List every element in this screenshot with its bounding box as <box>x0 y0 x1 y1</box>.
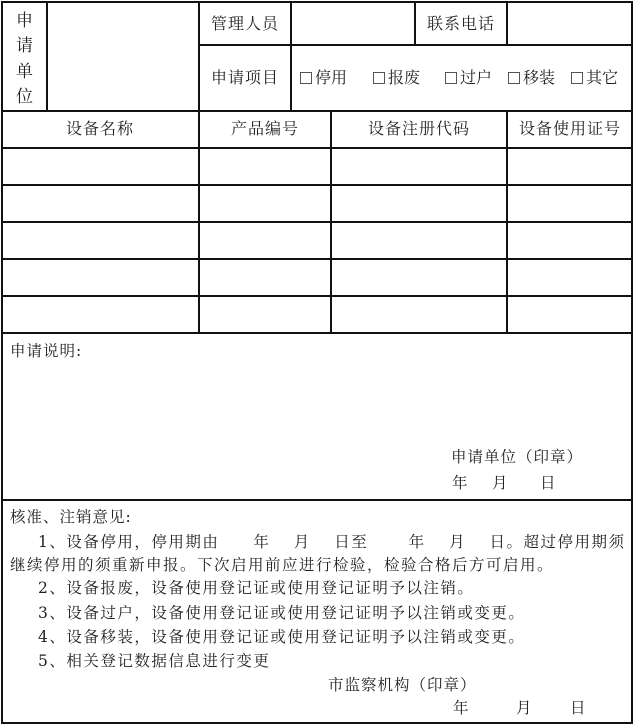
table-cell[interactable] <box>508 297 631 332</box>
table-cell[interactable] <box>508 223 631 258</box>
column-header-product-number: 产品编号 <box>230 119 299 138</box>
table-cell[interactable] <box>332 149 506 184</box>
border-bottom <box>1 722 633 724</box>
application-note-field[interactable] <box>3 362 443 492</box>
column-header-equipment-name: 设备名称 <box>65 119 134 138</box>
option-label: 过户 <box>460 68 493 87</box>
approval-item-3: 3、设备过户，设备使用登记证或使用登记证明予以注销或变更。 <box>38 604 526 622</box>
table-cell[interactable] <box>200 297 330 332</box>
table-cell[interactable] <box>332 260 506 295</box>
supervision-date-year: 年 <box>453 699 470 717</box>
manager-label: 管理人员 <box>210 14 279 33</box>
supervision-seal-label: 市监察机构（印章） <box>328 676 477 694</box>
checkbox-icon[interactable] <box>445 72 457 84</box>
applicant-date-month: 月 <box>492 474 509 492</box>
column-header-registration-code: 设备注册代码 <box>367 119 470 138</box>
label-char: 请 <box>16 36 33 57</box>
option-label: 其它 <box>586 68 619 87</box>
application-note-label: 申请说明: <box>10 342 83 360</box>
column-header-usage-certificate: 设备使用证号 <box>518 119 621 138</box>
approval-label: 核准、注销意见: <box>10 508 132 526</box>
table-cell[interactable] <box>332 297 506 332</box>
table-cell[interactable] <box>3 223 198 258</box>
application-item-label: 申请项目 <box>210 68 279 87</box>
table-cell[interactable] <box>3 149 198 184</box>
option-suspend[interactable] <box>300 68 347 88</box>
table-cell[interactable] <box>200 260 330 295</box>
approval-item-2: 2、设备报废，设备使用登记证或使用登记证明予以注销。 <box>38 579 475 597</box>
approval-item-1-line-2: 继续停用的须重新申报。下次启用前应进行检验，检验合格后方可启用。 <box>10 556 555 574</box>
supervision-date-day: 日 <box>570 699 587 717</box>
label-char: 单 <box>16 61 33 82</box>
table-cell[interactable] <box>332 186 506 221</box>
option-label: 移装 <box>523 68 556 87</box>
checkbox-icon[interactable] <box>508 72 520 84</box>
table-cell[interactable] <box>508 186 631 221</box>
applicant-unit-field[interactable] <box>48 3 198 110</box>
phone-label: 联系电话 <box>426 14 495 33</box>
applicant-seal-label: 申请单位（印章） <box>451 448 584 466</box>
applicant-date-year: 年 <box>452 474 469 492</box>
label-char: 申 <box>16 11 33 32</box>
table-cell[interactable] <box>3 186 198 221</box>
manager-field[interactable] <box>292 3 414 44</box>
applicant-date-day: 日 <box>540 474 557 492</box>
checkbox-icon[interactable] <box>373 72 385 84</box>
approval-item-5: 5、相关登记数据信息进行变更 <box>38 652 271 670</box>
phone-field[interactable] <box>508 3 631 44</box>
option-label: 报废 <box>388 68 421 87</box>
approval-item-4: 4、设备移装，设备使用登记证或使用登记证明予以注销或变更。 <box>38 628 526 646</box>
applicant-unit-label <box>2 2 47 111</box>
option-label: 停用 <box>315 68 348 87</box>
table-cell[interactable] <box>3 297 198 332</box>
table-cell[interactable] <box>332 223 506 258</box>
label-char: 位 <box>16 86 33 107</box>
checkbox-icon[interactable] <box>571 72 583 84</box>
divider <box>1 332 633 334</box>
table-cell[interactable] <box>200 223 330 258</box>
table-cell[interactable] <box>3 260 198 295</box>
approval-item-1-line-1: 1、设备停用，停用期由 年 月 日至 年 月 日。超过停用期须 <box>38 533 626 551</box>
option-scrap[interactable] <box>373 68 420 88</box>
option-other[interactable] <box>571 68 618 88</box>
table-cell[interactable] <box>508 149 631 184</box>
supervision-date-month: 月 <box>516 699 533 717</box>
table-cell[interactable] <box>508 260 631 295</box>
checkbox-icon[interactable] <box>300 72 312 84</box>
divider <box>1 499 633 501</box>
table-cell[interactable] <box>200 149 330 184</box>
option-relocate[interactable] <box>508 68 555 88</box>
divider <box>198 44 633 46</box>
option-transfer[interactable] <box>445 68 492 88</box>
divider <box>1 110 633 112</box>
table-cell[interactable] <box>200 186 330 221</box>
